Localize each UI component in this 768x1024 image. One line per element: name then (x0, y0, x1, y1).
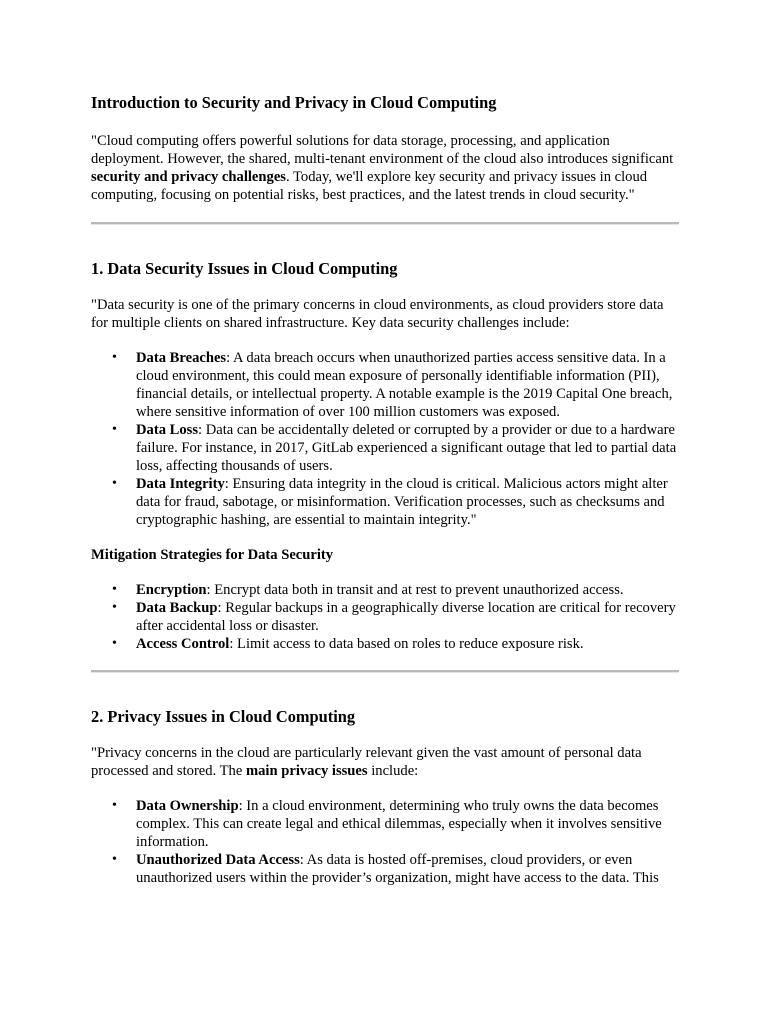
section1-intro: "Data security is one of the primary concerns in cloud environments, as cloud providers store data for multiple clients on shared infrastructure. Key data security challenges include: (91, 297, 664, 331)
section2-bold-phrase: main privacy issues (245, 763, 368, 779)
section2-list (91, 797, 679, 887)
list-item: • Data Breaches: A data breach occurs when unauthorized parties access sensitive data. In a cloud environment, this could mean exposure of personally identifiable information (PII), financial details, or intellectual property. A notable example is the 2019 Capital One breach, where sensitive information of over 100 million customers was exposed. (136, 349, 679, 421)
mitigation-list (91, 581, 679, 653)
list-item: • Encryption: Encrypt data both in transit and at rest to prevent unauthorized access. (136, 581, 679, 599)
document-content (91, 93, 679, 887)
section-divider (91, 670, 679, 673)
intro-heading: Introduction to Security and Privacy in Cloud Computing (91, 93, 497, 112)
list-item: • Access Control: Limit access to data based on roles to reduce exposure risk. (136, 635, 679, 653)
section1-list (91, 349, 679, 529)
list-item: • Data Backup: Regular backups in a geographically diverse location are critical for recovery after accidental loss or disaster. (136, 599, 679, 635)
section-divider (91, 222, 679, 225)
section1-heading: 1. Data Security Issues in Cloud Computing (91, 259, 398, 278)
intro-paragraph: "Cloud computing offers powerful solutions for data storage, processing, and application deployment. However, the shared, multi-tenant environment of the cloud also introduces significant security and privacy challenges. Today, we'll explore key security and privacy issues in cloud computing, focusing on potential risks, best practices, and the latest trends in cloud security." (91, 133, 674, 203)
list-item: • Unauthorized Data Access: As data is hosted off-premises, cloud providers, or even unauthorized users within the provider’s organization, might have access to the data. This (136, 851, 679, 887)
intro-bold-phrase: security and privacy challenges (91, 169, 286, 185)
section2-heading: 2. Privacy Issues in Cloud Computing (91, 707, 356, 726)
list-item: • Data Loss: Data can be accidentally deleted or corrupted by a provider or due to a hardware failure. For instance, in 2017, GitLab experienced a significant outage that led to partial data loss, affecting thousands of users. (136, 421, 679, 475)
list-item: • Data Ownership: In a cloud environment, determining who truly owns the data becomes complex. This can create legal and ethical dilemmas, especially when it involves sensitive information. (136, 797, 679, 851)
mitigation-heading: Mitigation Strategies for Data Security (91, 547, 334, 563)
section2-intro: "Privacy concerns in the cloud are particularly relevant given the vast amount of personal data processed and stored. The main privacy issues include: (91, 745, 642, 779)
list-item: • Data Integrity: Ensuring data integrity in the cloud is critical. Malicious actors might alter data for fraud, sabotage, or misinformation. Verification processes, such as checksums and cryptographic hashing, are essential to maintain integrity." (136, 475, 679, 529)
